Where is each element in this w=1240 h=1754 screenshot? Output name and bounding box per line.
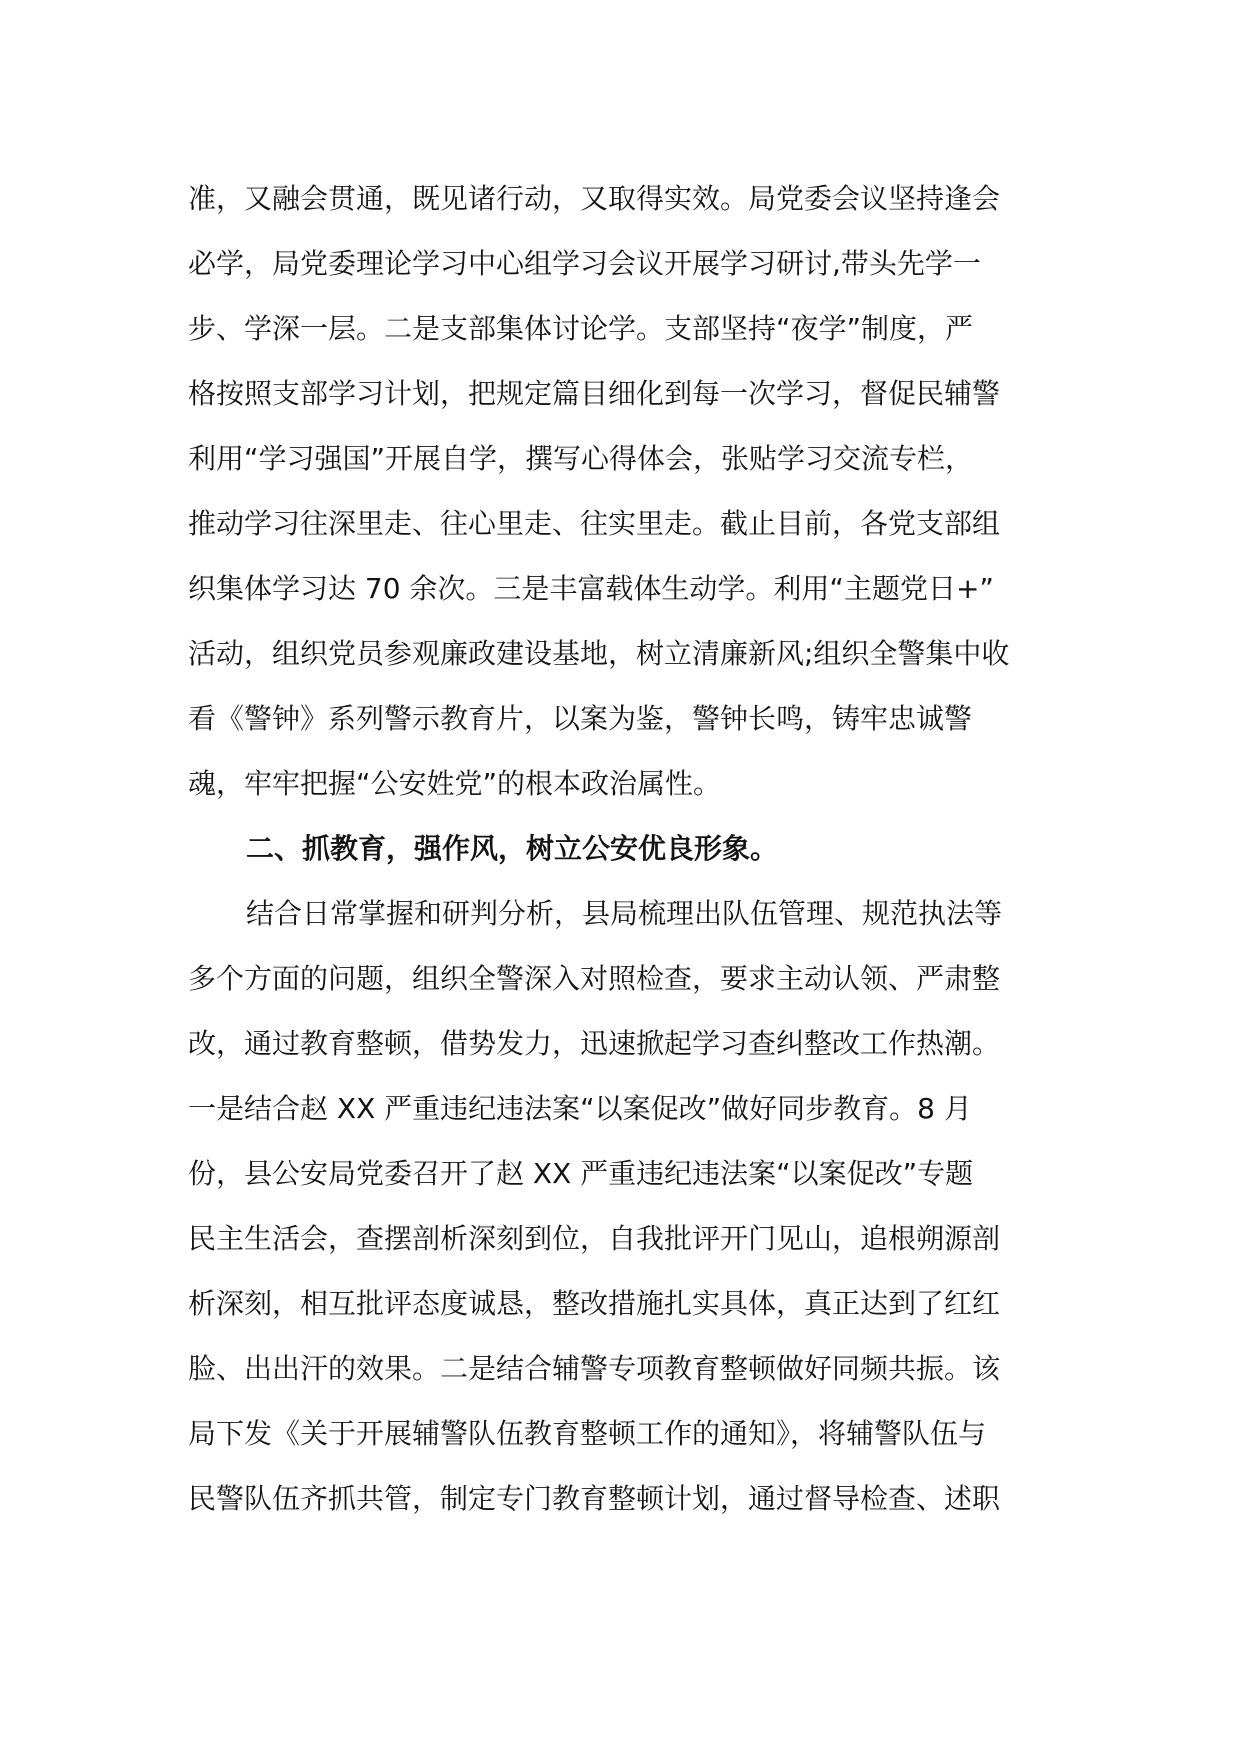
text-line: 看《警钟》系列警示教育片，以案为鉴，警钟长鸣，铸牢忠诚警: [188, 702, 973, 735]
text-line: 魂，牢牢把握“公安姓党”的根本政治属性。: [188, 767, 722, 800]
text-line: 民主生活会，查摆剖析深刻到位，自我批评开门见山，追根朔源剖: [188, 1222, 1001, 1255]
paragraph-first-line: 结合日常掌握和研判分析，县局梳理出队伍管理、规范执法等: [246, 897, 1003, 930]
text-line: 民警队伍齐抓共管，制定专门教育整顿计划，通过督导检查、述职: [188, 1482, 1001, 1515]
text-line: 利用“学习强国”开展自学，撰写心得体会，张贴学习交流专栏，: [188, 442, 974, 475]
text-line: 一是结合赵 XX 严重违纪违法案“以案促改”做好同步教育。8 月: [188, 1092, 972, 1125]
text-line: 织集体学习达 70 余次。三是丰富载体生动学。利用“主题党日+”: [188, 572, 994, 605]
text-line: 推动学习往深里走、往心里走、往实里走。截止目前，各党支部组: [188, 507, 1001, 540]
text-line: 步、学深一层。二是支部集体讨论学。支部坚持“夜学”制度，严: [188, 312, 974, 345]
text-line: 活动，组织党员参观廉政建设基地，树立清廉新风;组织全警集中收: [188, 637, 1010, 670]
text-line: 多个方面的问题，组织全警深入对照检查，要求主动认领、严肃整: [188, 962, 1001, 995]
text-line: 改，通过教育整顿，借势发力，迅速掀起学习查纠整改工作热潮。: [188, 1027, 1001, 1060]
text-line: 局下发《关于开展辅警队伍教育整顿工作的通知》，将辅警队伍与: [188, 1417, 987, 1450]
text-line: 必学，局党委理论学习中心组学习会议开展学习研讨,带头先学一: [188, 247, 981, 280]
text-line: 准，又融会贯通，既见诸行动，又取得实效。局党委会议坚持逢会: [188, 182, 1001, 215]
text-line: 脸、出出汗的效果。二是结合辅警专项教育整顿做好同频共振。该: [188, 1352, 1001, 1385]
text-line: 份，县公安局党委召开了赵 XX 严重违纪违法案“以案促改”专题: [188, 1157, 974, 1190]
text-line: 格按照支部学习计划，把规定篇目细化到每一次学习，督促民辅警: [188, 377, 1001, 410]
text-line: 析深刻，相互批评态度诚恳，整改措施扎实具体，真正达到了红红: [188, 1287, 1001, 1320]
section-heading: 二、抓教育，强作风，树立公安优良形象。: [246, 832, 779, 865]
document-body: [188, 166, 1048, 1531]
